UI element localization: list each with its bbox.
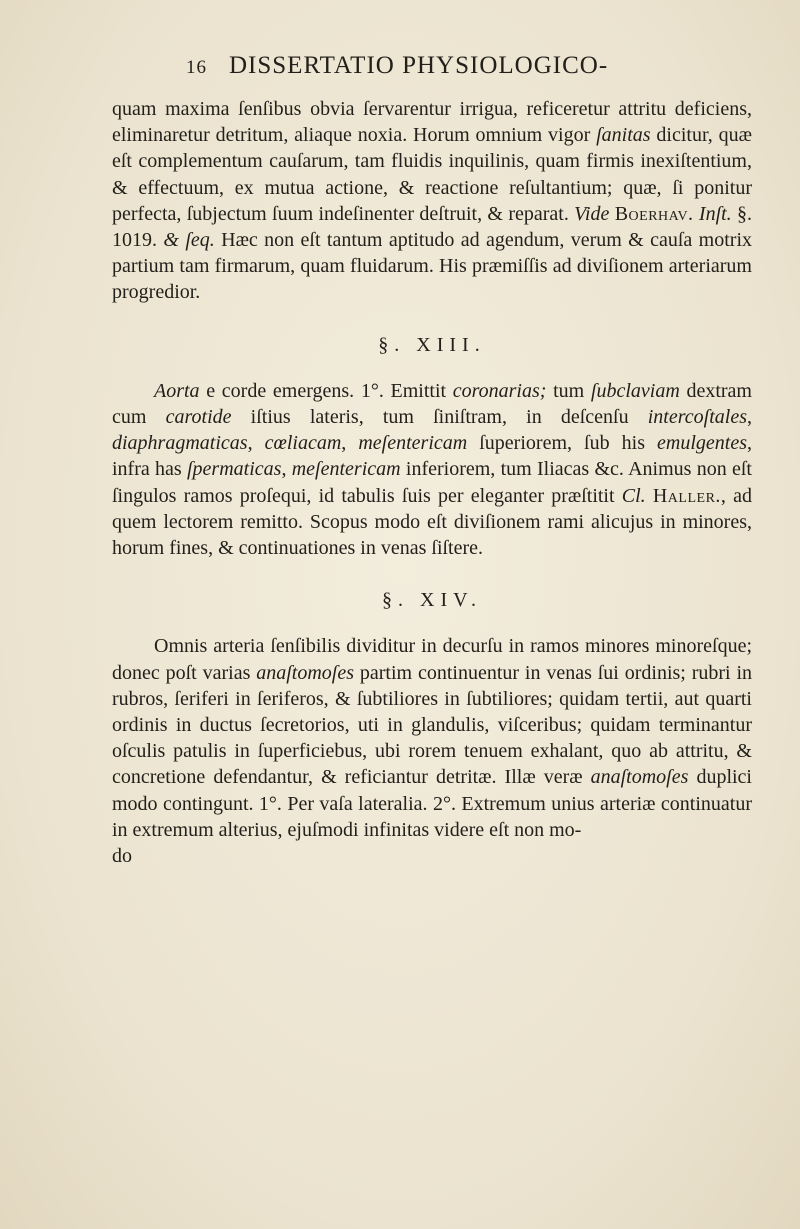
term-coronarias: coronarias; <box>452 379 547 402</box>
term-anastomoses: anaſtomoſes <box>590 766 689 789</box>
running-title: DISSERTATIO PHYSIOLOGICO- <box>229 52 609 79</box>
text-run: quam maxima ſenſibus obvia ſervarentur irrigua, reficeretur attritu deficiens, eliminaretur detritum, aliaque noxia. Horum omnium vigor <box>112 98 752 147</box>
paragraph-arteria: Omnis arteria ſenſibilis dividitur in decurſu in ramos minores minoreſque; donec poſt varias anaſtomoſes partim continuentur in venas ſui ordinis; rubri in rubros, ſeriferi in ſeriferos, & ſubtiliores in ſubtiliores; quidam tertii, aut quarti ordinis in ductus ſecretorios, uti in glandulis, viſceribus; quidam terminantur oſculis patulis in ſuperficiebus, ubi rorem tenuem exhalant, quo ab attritu, & concretione defendantur, & reficiantur detritæ. Illæ veræ anaſtomoſes duplici modo contingunt. 1°. Per vaſa lateralia. 2°. Extremum unius arteriæ continuatur in extremum alterius, ejuſmodi infinitas videre eſt non mo- <box>112 635 753 841</box>
running-header <box>186 52 608 80</box>
section-heading-xiii: §. XIII. <box>378 333 486 356</box>
page-body <box>112 96 752 869</box>
reference-cl: Cl. <box>621 484 646 507</box>
section-heading-xiv: §. XIV. <box>382 589 482 612</box>
term-coeliacam: cœliacam <box>264 432 342 455</box>
paragraph-sanitas <box>112 96 752 306</box>
reference-seq: & ſeq. <box>163 229 215 252</box>
term-emulgentes: emulgentes <box>657 432 748 455</box>
term-anastomoses: anaſtomoſes <box>256 661 355 684</box>
reference-inst: Inſt. <box>698 202 732 225</box>
term-aorta: Aorta <box>154 379 200 402</box>
author-haller: Haller. <box>652 484 721 507</box>
reference-vide: Vide <box>574 202 610 225</box>
text-run: Hæc non eſt tantum aptitudo ad agendum, verum & cauſa motrix partium tam firmarum, quam fluidarum. His præmiſſis ad diviſionem arteriarum progredior. <box>112 229 753 304</box>
paragraph-aorta: Aorta e corde emergens. 1°. Emittit coronarias; tum ſubclaviam dextram cum carotide iſtius lateris, tum ſiniſtram, in deſcenſu intercoſtales, diaphragmaticas, cœliacam, meſentericam ſuperiorem, ſub his emulgentes, infra has ſpermaticas, meſentericam inferiorem, tum Iliacas &c. Animus non eſt ſingulos ramos proſequi, id tabulis ſuis per eleganter præſtitit Cl. Haller., ad quem lectorem remitto. Scopus modo eſt diviſionem rami alicujus in minores, horum fines, & continuationes in venas ſiſtere. <box>112 379 753 560</box>
term-carotide: carotide <box>165 406 232 429</box>
text-run: §. 1019. <box>112 202 753 252</box>
author-boerhaave: Boerhav. <box>614 202 694 225</box>
text-run: dicitur, quæ eſt complementum cauſarum, tam fluidis inquilinis, quam firmis inexiſtentium, & effectuum, ex mutua actione, & reactione reſultantium; quæ, ſi ponitur perfecta, ſubjectum ſuum indeſinenter deſtruit, & reparat. <box>112 124 752 225</box>
term-sanitas: ſanitas <box>596 124 651 147</box>
term-diaphragmaticas: diaphragmaticas <box>112 432 248 455</box>
page-number: 16 <box>186 57 207 78</box>
catchword: do <box>112 845 132 868</box>
term-mesentericam-inferior: meſentericam <box>291 458 401 481</box>
term-intercostales: intercoſtales <box>647 406 747 429</box>
term-mesentericam-superior: meſentericam <box>358 432 468 455</box>
term-subclaviam: ſubclaviam <box>590 379 680 402</box>
term-spermaticas: ſpermaticas <box>187 458 282 481</box>
